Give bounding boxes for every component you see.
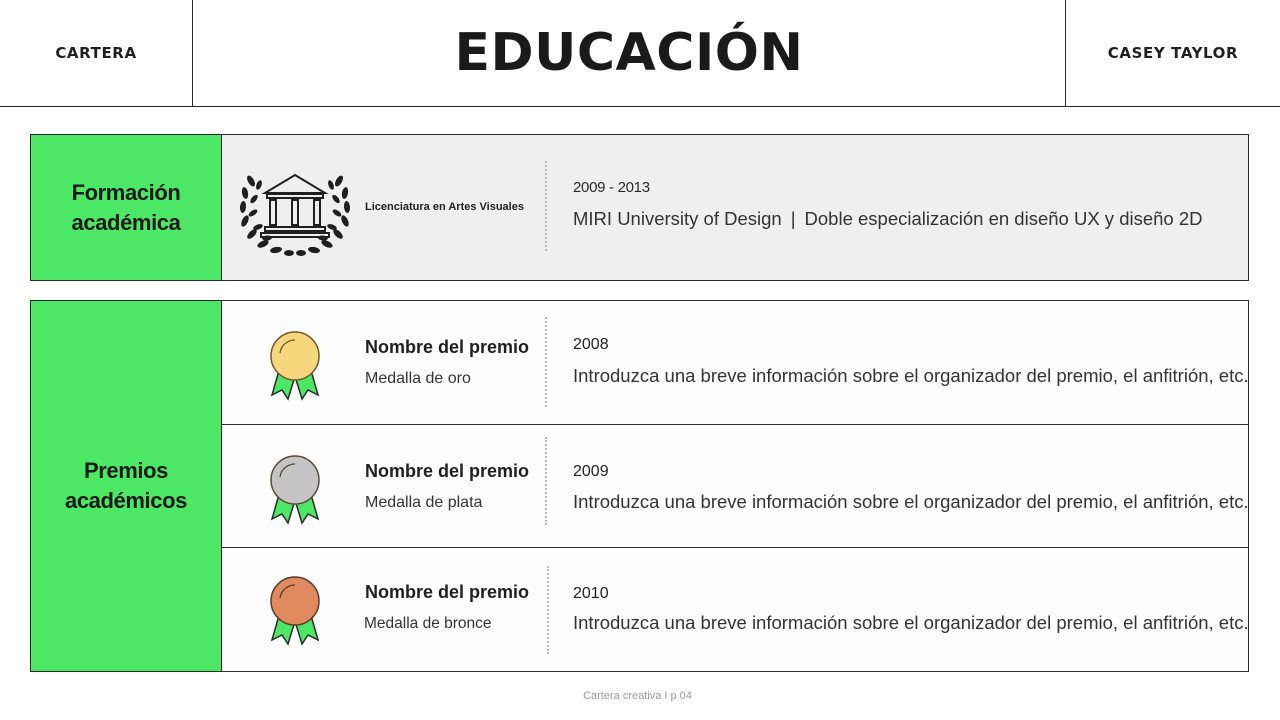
medal-type: Medalla de oro (365, 370, 471, 387)
award-divider (547, 566, 549, 654)
page-title: EDUCACIÓN (454, 23, 804, 83)
award-row (222, 547, 1248, 670)
education-section-header (31, 135, 222, 280)
degree-name: Licenciatura en Artes Visuales (365, 201, 524, 213)
award-row (222, 424, 1248, 547)
education-panel (30, 134, 1249, 281)
page-footer: Cartera creativa I p 04 (583, 690, 692, 702)
award-row (222, 301, 1248, 424)
award-name: Nombre del premio (365, 337, 530, 357)
author-name: CASEY TAYLOR (1107, 44, 1239, 62)
silver-medal-icon (266, 453, 324, 525)
university-laurel-icon (239, 163, 351, 259)
awards-section-label: Premios académicos (65, 458, 187, 513)
award-year: 2008 (573, 336, 609, 353)
education-years: 2009 - 2013 (573, 179, 650, 196)
institution-name: MIRI University of Design (573, 208, 782, 229)
education-section-label: Formación académica (71, 179, 181, 235)
award-description: Introduzca una breve información sobre el organizador del premio, el anfitrión, etc. (573, 612, 1249, 633)
award-divider (545, 437, 547, 525)
award-description: Introduzca una breve información sobre el organizador del premio, el anfitrión, etc. (573, 365, 1249, 386)
bronze-medal-icon (266, 574, 324, 646)
medal-type: Medalla de plata (365, 494, 483, 511)
medal-type: Medalla de bronce (364, 615, 492, 632)
portfolio-label: CARTERA (55, 44, 137, 62)
awards-section-header (31, 301, 222, 671)
detail-separator: | (790, 208, 796, 229)
award-year: 2009 (573, 463, 609, 480)
header-left-cell (0, 0, 193, 106)
award-year: 2010 (573, 585, 609, 602)
awards-panel (30, 300, 1249, 672)
education-detail (573, 208, 1203, 230)
education-divider (545, 161, 547, 251)
gold-medal-icon (266, 329, 324, 401)
award-name: Nombre del premio (365, 582, 530, 602)
page-header (0, 0, 1280, 107)
award-name: Nombre del premio (365, 461, 530, 481)
award-description: Introduzca una breve información sobre el organizador del premio, el anfitrión, etc. (573, 491, 1249, 512)
header-right-cell (1065, 0, 1280, 106)
award-divider (545, 317, 547, 407)
specialization: Doble especialización en diseño UX y diseño 2D (804, 208, 1203, 229)
